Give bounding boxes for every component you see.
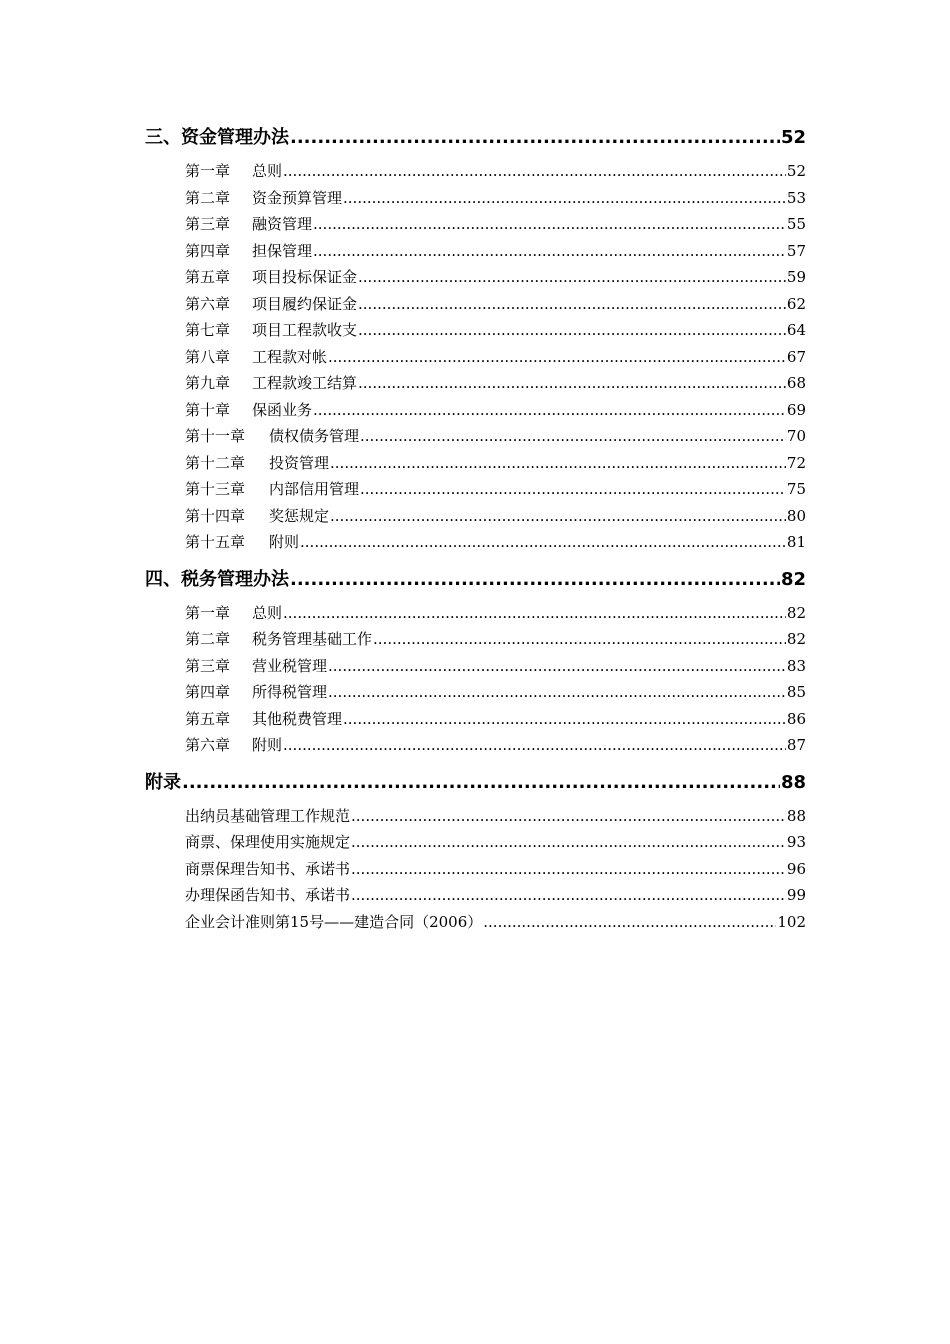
chapter-number: 第十二章 — [185, 453, 246, 472]
page-number: 57 — [786, 241, 806, 260]
section-title: 附录 — [145, 771, 181, 793]
page-number: 53 — [786, 188, 806, 207]
chapter-title: 工程款竣工结算 — [252, 374, 358, 392]
toc-entry[interactable] — [185, 626, 806, 653]
page-number: 70 — [786, 427, 806, 445]
toc-entry[interactable] — [185, 264, 806, 291]
toc-entry[interactable] — [185, 653, 806, 680]
section-page-number: 82 — [780, 568, 806, 590]
dot-leader — [351, 803, 786, 830]
toc-entry[interactable] — [185, 679, 806, 706]
chapter-title: 融资管理 — [252, 215, 313, 233]
page-number: 93 — [786, 833, 806, 851]
chapter-title: 投资管理 — [269, 453, 330, 472]
appendix-title: 企业会计准则第15号——建造合同（2006） — [185, 912, 483, 931]
appendix-title: 办理保函告知书、承诺书 — [185, 886, 351, 904]
chapter-title: 附则 — [269, 533, 300, 551]
dot-leader — [283, 158, 786, 185]
page-number: 81 — [786, 533, 806, 551]
chapter-number: 第十五章 — [185, 533, 246, 551]
chapter-title: 总则 — [252, 603, 283, 622]
dot-leader — [351, 856, 786, 883]
toc-section-entries — [145, 600, 806, 759]
page-number: 86 — [786, 709, 806, 728]
chapter-title: 资金预算管理 — [252, 188, 343, 207]
page-number: 96 — [786, 859, 806, 878]
page-number: 52 — [786, 162, 806, 180]
section-title: 三、资金管理办法 — [145, 127, 289, 148]
toc-section-heading[interactable] — [145, 566, 806, 594]
dot-leader — [373, 626, 786, 653]
page-number: 62 — [786, 294, 806, 313]
toc-entry[interactable] — [185, 344, 806, 371]
dot-leader — [313, 397, 786, 424]
page-number: 82 — [786, 603, 806, 622]
page-number: 88 — [786, 806, 806, 825]
page-number: 59 — [786, 268, 806, 286]
dot-leader — [283, 600, 786, 627]
chapter-title: 附则 — [252, 736, 283, 754]
toc-entry[interactable] — [185, 291, 806, 318]
page-number: 85 — [786, 683, 806, 701]
chapter-title: 工程款对帐 — [252, 347, 328, 366]
dot-leader — [330, 503, 786, 530]
chapter-number: 第十章 — [185, 400, 231, 419]
chapter-number: 第一章 — [185, 162, 231, 180]
page-number: 99 — [786, 886, 806, 904]
chapter-title: 营业税管理 — [252, 656, 328, 675]
chapter-title: 内部信用管理 — [269, 480, 360, 498]
toc-entry[interactable] — [185, 829, 806, 856]
dot-leader — [358, 317, 786, 344]
toc-entry[interactable] — [185, 600, 806, 627]
chapter-title: 其他税费管理 — [252, 709, 343, 728]
chapter-number: 第十四章 — [185, 506, 246, 525]
page-number: 87 — [786, 736, 806, 754]
chapter-number: 第一章 — [185, 603, 231, 622]
chapter-number: 第九章 — [185, 374, 231, 392]
toc-entry[interactable] — [185, 370, 806, 397]
toc-entry[interactable] — [185, 317, 806, 344]
page-number: 80 — [786, 506, 806, 525]
chapter-number: 第五章 — [185, 709, 231, 728]
page-number: 68 — [786, 374, 806, 392]
toc-section-entries — [145, 803, 806, 936]
toc-section-heading[interactable] — [145, 769, 806, 797]
section-page-number: 88 — [780, 771, 806, 793]
dot-leader — [313, 238, 786, 265]
dot-leader — [300, 529, 786, 556]
dot-leader — [313, 211, 786, 238]
dot-leader — [358, 291, 786, 318]
page-number: 82 — [786, 630, 806, 648]
toc-entry[interactable] — [185, 476, 806, 503]
chapter-title: 项目履约保证金 — [252, 294, 358, 313]
chapter-number: 第四章 — [185, 241, 231, 260]
dot-leader — [283, 732, 786, 759]
dot-leader — [358, 264, 786, 291]
chapter-title: 保函业务 — [252, 400, 313, 419]
toc-entry[interactable] — [185, 803, 806, 830]
chapter-title: 担保管理 — [252, 241, 313, 260]
chapter-number: 第五章 — [185, 268, 231, 286]
dot-leader — [290, 124, 780, 152]
dot-leader — [351, 829, 786, 856]
chapter-title: 税务管理基础工作 — [252, 630, 373, 648]
dot-leader — [483, 909, 776, 936]
dot-leader — [182, 769, 780, 797]
chapter-number: 第八章 — [185, 347, 231, 366]
section-page-number: 52 — [780, 127, 806, 148]
dot-leader — [328, 653, 786, 680]
page-number: 102 — [777, 912, 806, 931]
chapter-number: 第二章 — [185, 630, 231, 648]
page-number: 75 — [786, 480, 806, 498]
dot-leader — [351, 882, 786, 909]
page-number: 55 — [786, 215, 806, 233]
toc-entry[interactable] — [185, 211, 806, 238]
dot-leader — [343, 185, 786, 212]
dot-leader — [328, 679, 786, 706]
chapter-number: 第七章 — [185, 321, 231, 339]
chapter-title: 所得税管理 — [252, 683, 328, 701]
toc-entry[interactable] — [185, 185, 806, 212]
toc-entry[interactable] — [185, 706, 806, 733]
toc-entry[interactable] — [185, 423, 806, 450]
chapter-title: 奖惩规定 — [269, 506, 330, 525]
chapter-title: 总则 — [252, 162, 283, 180]
dot-leader — [343, 706, 786, 733]
toc-entry[interactable] — [185, 503, 806, 530]
dot-leader — [360, 423, 786, 450]
chapter-number: 第三章 — [185, 656, 231, 675]
toc-entry[interactable] — [185, 238, 806, 265]
appendix-title: 商票保理告知书、承诺书 — [185, 859, 351, 878]
page-number: 67 — [786, 347, 806, 366]
page-number: 72 — [786, 453, 806, 472]
dot-leader — [360, 476, 786, 503]
page-number: 64 — [786, 321, 806, 339]
chapter-title: 债权债务管理 — [269, 427, 360, 445]
toc-entry[interactable] — [185, 397, 806, 424]
toc-section-heading[interactable] — [145, 124, 806, 152]
table-of-contents — [145, 124, 806, 935]
page-number: 83 — [786, 656, 806, 675]
chapter-number: 第四章 — [185, 683, 231, 701]
appendix-title: 商票、保理使用实施规定 — [185, 833, 351, 851]
toc-entry[interactable] — [185, 909, 806, 936]
toc-entry[interactable] — [185, 732, 806, 759]
page-number: 69 — [786, 400, 806, 419]
section-title: 四、税务管理办法 — [145, 568, 289, 590]
chapter-number: 第六章 — [185, 736, 231, 754]
toc-entry[interactable] — [185, 450, 806, 477]
chapter-number: 第十一章 — [185, 427, 246, 445]
dot-leader — [290, 566, 780, 594]
chapter-number: 第三章 — [185, 215, 231, 233]
chapter-number: 第六章 — [185, 294, 231, 313]
chapter-number: 第十三章 — [185, 480, 246, 498]
toc-entry[interactable] — [185, 158, 806, 185]
chapter-number: 第二章 — [185, 188, 231, 207]
toc-entry[interactable] — [185, 529, 806, 556]
toc-section-entries — [145, 158, 806, 556]
chapter-title: 项目工程款收支 — [252, 321, 358, 339]
dot-leader — [330, 450, 786, 477]
appendix-title: 出纳员基础管理工作规范 — [185, 806, 351, 825]
dot-leader — [328, 344, 786, 371]
dot-leader — [358, 370, 786, 397]
toc-entry[interactable] — [185, 856, 806, 883]
toc-entry[interactable] — [185, 882, 806, 909]
chapter-title: 项目投标保证金 — [252, 268, 358, 286]
